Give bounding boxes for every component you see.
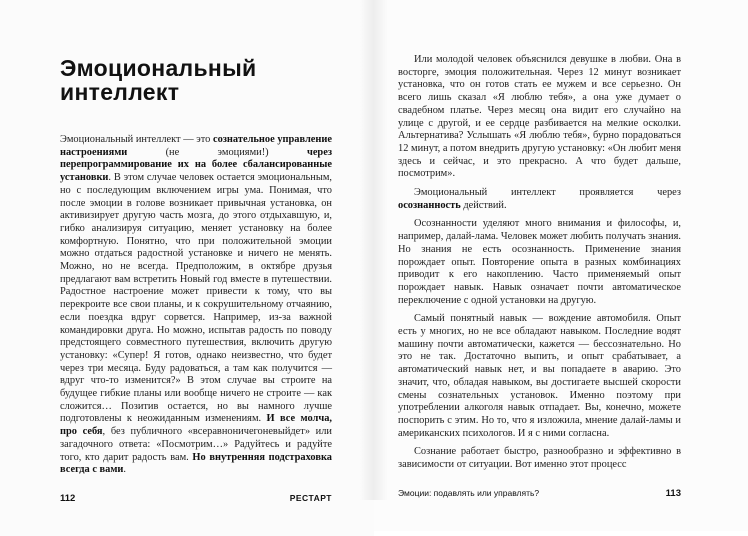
text-run: , без публичного «всеравноничегоневыйдет» или загадочного ответа: «Посмотрим…» Радуйтесь и радуйте того, кто дарит радость вам.	[60, 426, 332, 463]
paragraph	[60, 134, 332, 477]
paragraph	[398, 187, 681, 212]
right-page	[374, 0, 748, 531]
left-body-text	[60, 134, 332, 483]
running-title-right: Эмоции: подавлять или управлять?	[398, 487, 540, 498]
running-title-left: РЕСТАРТ	[289, 492, 332, 503]
chapter-title-line-2: интеллект	[60, 79, 180, 105]
paragraph	[398, 54, 681, 181]
bold-text: осознанность	[398, 199, 461, 211]
bold-text: через перепрограммирование их на более сбалансированные установки	[60, 146, 332, 184]
page-number-right: 113	[665, 487, 681, 499]
text-run: действий.	[460, 199, 507, 211]
text-run: Или молодой человек объяснился девушке в любви. Она в восторге, эмоция положительная. Через 12 минут возникает установка, что он готов стать ее мужем и все серьезно. Он всего лишь сказал «Я люблю тебя», а она уже думает о свадебном платье. Через месяц она видит его случайно на улице с другой, и ее сердце разбивается на мелкие осколки. Альтернатива? Услышать «Я люблю тебя», бурно порадоваться 12 минут, а потом внедрить другую установку: «Он любит меня здесь и сейчас, и это прекрасно. А что будет дальше, посмотрим».	[398, 54, 681, 180]
text-run: .	[123, 464, 127, 476]
paragraph	[398, 446, 681, 471]
bold-text: И все молча, про себя	[60, 413, 332, 438]
text-run: Эмоциональный интеллект проявляется через	[414, 187, 681, 199]
text-run: Осознанности уделяют много внимания и философы, и, например, далай-лама. Человек может любить получать знания. Но знания не есть осознанность. Применение знания порождает опыт. Повторение опыта в разных комбинациях приводит к его накоплению. Часто применяемый опыт порождает навык. Навык означает почти автоматическое переключение с одной установки на другую.	[398, 218, 681, 306]
left-footer	[60, 483, 332, 504]
right-footer	[398, 478, 681, 499]
bold-text: сознательное управление настроениями	[60, 134, 332, 158]
chapter-title	[60, 56, 332, 104]
paragraph	[398, 313, 681, 440]
text-run: (не эмоциями!)	[127, 146, 307, 158]
text-run: Сознание работает быстро, разнообразно и эффективно в зависимости от ситуации. Вот именно этот процесс	[398, 446, 681, 471]
text-run: Самый понятный навык — вождение автомобиля. Опыт есть у многих, но не все обладают навыком. Последние водят машину почти автоматически, кажется — бессознательно. Но это не так. Достаточно выпить, и опыт срабатывает, а автоматический навык нет, и вы попадаете в аварию. Это значит, что, обладая навыком, вы достигаете высшей скорости смены сознательных установок. Именно поэтому при употреблении алкоголя навык отпадает. Вы, конечно, можете поспорить с этим. Но то, что я изложила, мнение далай-ламы и американских психологов. И я с ними согласна.	[398, 313, 681, 439]
bold-text: Но внутренняя подстраховка всегда с вами	[60, 451, 332, 476]
page-number-left: 112	[60, 492, 76, 504]
text-run: Эмоциональный интеллект — это	[60, 134, 213, 145]
paragraph	[398, 218, 681, 307]
chapter-title-line-1: Эмоциональный	[60, 55, 257, 81]
text-run: . В этом случае человек остается эмоциональным, но с последующим включением игры ума. Понимая, что после эмоции в голове возникает привычная установка, он активизирует другую часть мозга, до этого отдыхавшую, и, гибко анализируя ситуацию, меняет установку на более комфортную. Понятно, что при положительной эмоции можно отдаться радостной установке и ничего не менять. Можно, но не всегда. Предположим, в октябре друзья предлагают вам встретить Новый год вместе в путешествии. Радостное настроение может привести к тому, что вы перекроите все свои планы, и к сокрушительному отчаянию, если поездка вдруг сорвется. Например, из-за важной командировки друга. Но можно, испытав радость по поводу предстоящего совместного путешествия, включить другую установку: «Супер! Я готов, однако неизвестно, что будет через три месяца. Буду радоваться, а там как получится — вдруг что-то изменится?» В этом случае вы строите на будущее гибкие планы или вообще ничего не строите — как сложится… Позитив остается, но вы намного лучше подготовлены к неожиданным изменениям.	[60, 172, 332, 425]
right-body-text	[398, 54, 681, 478]
